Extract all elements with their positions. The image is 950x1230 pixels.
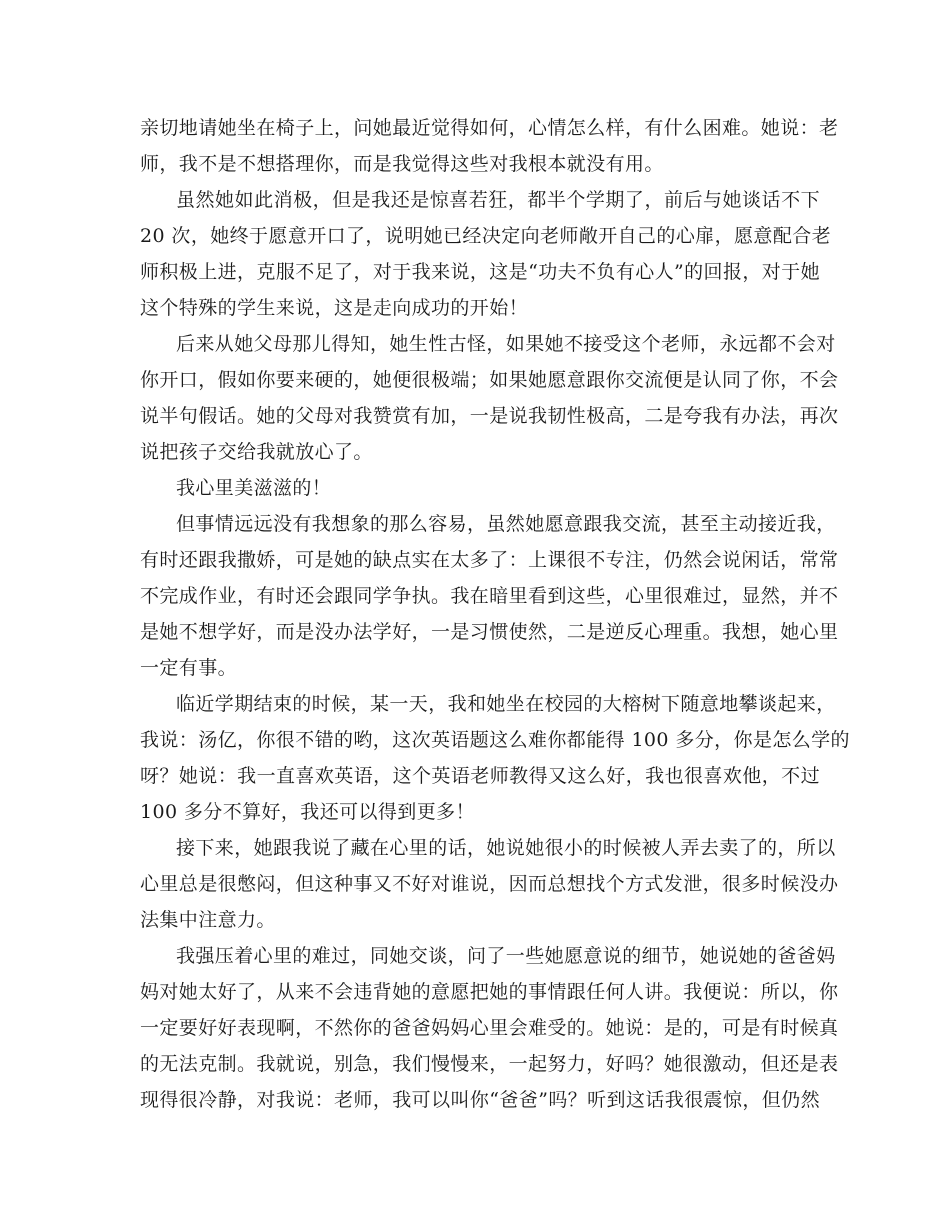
text-line: 有时还跟我撒娇，可是她的缺点实在太多了：上课很不专注，仍然会说闲话，常常: [140, 549, 839, 571]
text-line: 的无法克制。我就说，别急，我们慢慢来，一起努力，好吗？她很激动，但还是表: [140, 1053, 839, 1075]
text-line: 说把孩子交给我就放心了。: [140, 441, 373, 463]
text-line: 我说：汤亿，你很不错的哟，这次英语题这么难你都能得 100 多分，你是怎么学的: [140, 729, 850, 751]
text-line: 妈对她太好了，从来不会违背她的意愿把她的事情跟任何人讲。我便说：所以，你: [140, 981, 839, 1003]
text-line: 是她不想学好，而是没办法学好，一是习惯使然，二是逆反心理重。我想，她心里: [140, 621, 839, 643]
text-line: 一定要好好表现啊，不然你的爸爸妈妈心里会难受的。她说：是的，可是有时候真: [140, 1017, 839, 1039]
text-line: 呀？她说：我一直喜欢英语，这个英语老师教得又这么好，我也很喜欢他，不过: [140, 765, 820, 787]
text-line: 我强压着心里的难过，同她交谈，问了一些她愿意说的细节，她说她的爸爸妈: [176, 945, 836, 967]
text-line: 一定有事。: [140, 657, 238, 679]
text-line: 说半句假话。她的父母对我赞赏有加，一是说我韧性极高，二是夸我有办法，再次: [140, 405, 839, 427]
text-line: 100 多分不算好，我还可以得到更多！: [140, 801, 475, 823]
text-line: 法集中注意力。: [140, 909, 276, 931]
document-body: [140, 110, 850, 1118]
text-line: 我心里美滋滋的！: [176, 477, 332, 499]
text-line: 20 次，她终于愿意开口了，说明她已经决定向老师敞开自己的心扉，愿意配合老: [140, 225, 832, 247]
text-line: 师积极上进，克服不足了，对于我来说，这是“功夫不负有心人”的回报，对于她: [140, 261, 820, 283]
text-line: 接下来，她跟我说了藏在心里的话，她说她很小的时候被人弄去卖了的，所以: [176, 837, 836, 859]
text-line: 虽然她如此消极，但是我还是惊喜若狂，都半个学期了，前后与她谈话不下: [176, 189, 820, 211]
text-line: 但事情远远没有我想象的那么容易，虽然她愿意跟我交流，甚至主动接近我，: [176, 513, 836, 535]
text-line: 心里总是很憋闷，但这种事又不好对谁说，因而总想找个方式发泄，很多时候没办: [140, 873, 839, 895]
text-line: 这个特殊的学生来说，这是走向成功的开始！: [140, 297, 529, 319]
text-line: 师，我不是不想搭理你，而是我觉得这些对我根本就没有用。: [140, 153, 664, 175]
text-line: 现得很冷静，对我说：老师，我可以叫你“爸爸”吗？听到这话我很震惊，但仍然: [140, 1089, 820, 1111]
text-line: 后来从她父母那儿得知，她生性古怪，如果她不接受这个老师，永远都不会对: [176, 333, 836, 355]
text-line: 临近学期结束的时候，某一天，我和她坐在校园的大榕树下随意地攀谈起来，: [176, 693, 836, 715]
text-line: 亲切地请她坐在椅子上，问她最近觉得如何，心情怎么样，有什么困难。她说：老: [140, 117, 839, 139]
text-line: 你开口，假如你要来硬的，她便很极端；如果她愿意跟你交流便是认同了你，不会: [140, 369, 839, 391]
text-line: 不完成作业，有时还会跟同学争执。我在暗里看到这些，心里很难过，显然，并不: [140, 585, 839, 607]
